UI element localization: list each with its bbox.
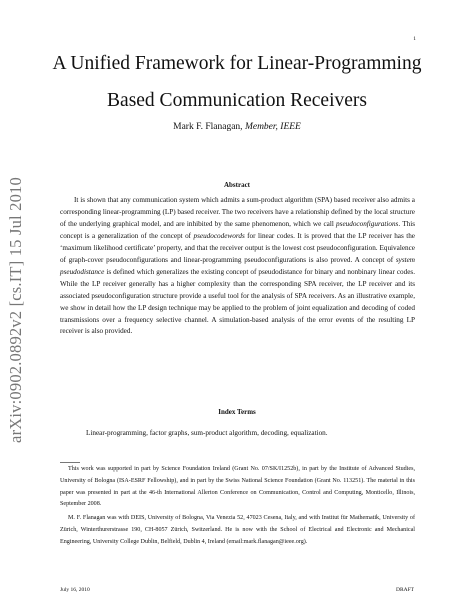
paper-title-line-2: Based Communication Receivers <box>107 90 367 111</box>
abstract-term-pseudoconfigurations: pseudoconfigurations <box>336 219 399 228</box>
abstract-heading: Abstract <box>223 181 251 189</box>
author-affiliation: Member, IEEE <box>244 122 301 132</box>
affiliation-footnote: M. F. Flanagan was with DEIS, University of Bologna, Via Venezia 52, 47023 Cesena, Italy, and with Institut für Mathematik, University of Zürich, Winterthurerstrasse 190, CH-8057 Zürich, Switzerland. He is now with the School of Electrical and Electronic and Mechanical Engineering, University College Dublin, Belfield, Dublin 4, Ireland (email:mark.flanagan@ieee.org). <box>60 515 415 545</box>
funding-footnote: This work was supported in part by Science Foundation Ireland (Grant No. 07/SK/I1252b), in part by the Institute of Advanced Studies, University of Bologna (ISA-ESRF Fellowship), and in part by the Swiss National Science Foundation (Grant No. 113251). The material in this paper was presented in part at the 46-th International Allerton Conference on Communication, Control and Computing, Monticello, Illinois, September 2008. <box>60 466 415 508</box>
abstract-body <box>60 195 415 338</box>
author-line <box>0 122 474 132</box>
abstract-term-pseudocodewords: pseudocodewords <box>193 231 245 240</box>
abstract-text-4: is defined which generalizes the existing concept of pseudodistance for binary and nonbinary linear codes. While the LP receiver generally has a higher complexity than the corresponding SPA receiver, the LP receiver and its associated pseudoconfiguration structure provide a useful tool for the analysis of SPA receivers. As an illustrative example, we show in detail how the LP design technique may be applied to the problem of joint equalization and decoding of coded transmissions over a frequency selective channel. A simulation-based analysis of the error events of the resulting LP receiver is also provided. <box>60 267 415 336</box>
paper-title-line-1: A Unified Framework for Linear-Programming <box>52 53 422 74</box>
abstract-text-1: It is shown that any communication system which admits a sum-product algorithm (SPA) based receiver also admits a corresponding linear-programming (LP) based receiver. The two receivers have a relationship defined by the local structure of the underlying graphical model, and are inhibited by the same phenomenon, which we call <box>60 196 415 228</box>
footer-draft: DRAFT <box>395 587 414 593</box>
arxiv-stamp-text: arXiv:0902.0892v2 [cs.IT] 15 Jul 2010 <box>6 177 25 443</box>
abstract-text-2: . This concept is a generalization of the concept of <box>60 219 415 240</box>
footer-date: July 16, 2010 <box>60 587 90 593</box>
index-terms-heading: Index Terms <box>218 408 256 416</box>
index-terms-body: Linear-programming, factor graphs, sum-product algorithm, decoding, equalization. <box>86 429 328 437</box>
page-number: 1 <box>413 36 416 42</box>
abstract-text-3: for linear codes. It is proved that the LP receiver has the ‘maximum likelihood certificate’ property, and that the receiver output is the lowest cost pseudoconfiguration. Equivalence of graph-cover pseudoconfigurations and linear-programming pseudoconfigurations is also proved. A concept of <box>60 231 415 264</box>
footnote-rule <box>60 462 80 463</box>
author-name: Mark F. Flanagan, <box>173 122 243 132</box>
abstract-term-system-pseudodistance: system pseudodistance <box>60 255 415 276</box>
